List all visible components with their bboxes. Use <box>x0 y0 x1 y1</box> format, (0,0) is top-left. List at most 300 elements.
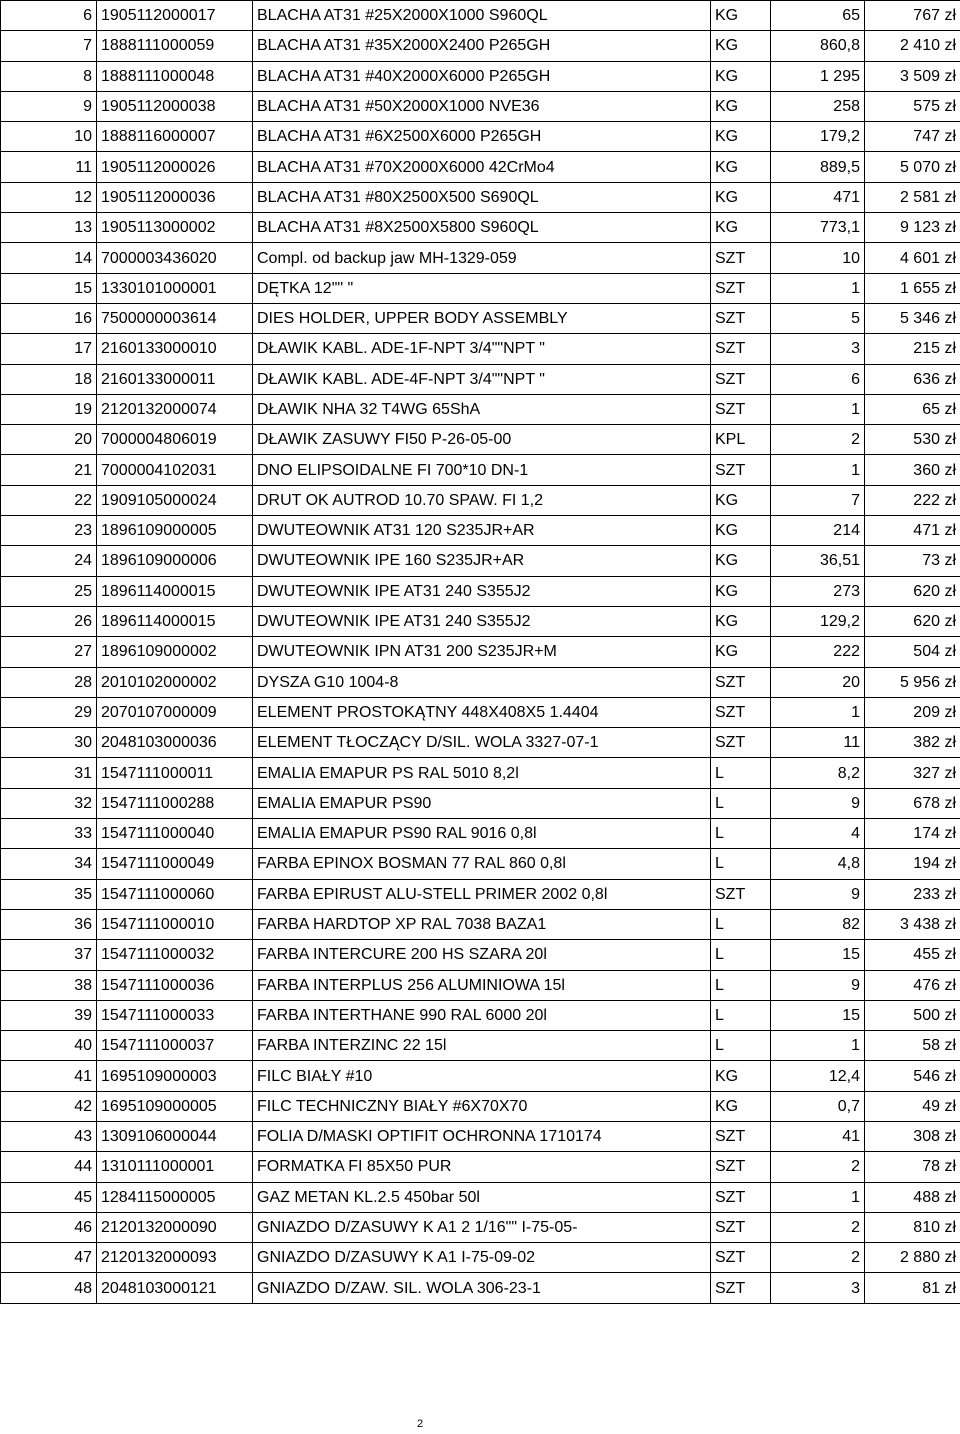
row-number-cell: 39 <box>1 1000 97 1030</box>
unit-of-measure-cell: SZT <box>711 728 771 758</box>
unit-of-measure-cell: KG <box>711 1061 771 1091</box>
value-cell: 215 zł <box>865 334 960 364</box>
item-code-cell: 1896114000015 <box>97 606 253 636</box>
item-code-cell: 7000004806019 <box>97 425 253 455</box>
item-name-cell: DŁAWIK NHA 32 T4WG 65ShA <box>253 394 711 424</box>
row-number-cell: 46 <box>1 1212 97 1242</box>
item-code-cell: 1547111000033 <box>97 1000 253 1030</box>
quantity-cell: 889,5 <box>771 152 865 182</box>
item-name-cell: GNIAZDO D/ZASUWY K A1 2 1/16"" I-75-05- <box>253 1212 711 1242</box>
item-name-cell: FILC BIAŁY #10 <box>253 1061 711 1091</box>
table-row <box>1 213 960 243</box>
row-number-cell: 16 <box>1 303 97 333</box>
value-cell: 767 zł <box>865 1 960 31</box>
table-row <box>1 1000 960 1030</box>
row-number-cell: 28 <box>1 667 97 697</box>
table-row <box>1 606 960 636</box>
unit-of-measure-cell: KG <box>711 213 771 243</box>
item-name-cell: FORMATKA FI 85X50 PUR <box>253 1152 711 1182</box>
quantity-cell: 12,4 <box>771 1061 865 1091</box>
value-cell: 3 509 zł <box>865 61 960 91</box>
table-row <box>1 637 960 667</box>
quantity-cell: 82 <box>771 909 865 939</box>
quantity-cell: 15 <box>771 1000 865 1030</box>
item-code-cell: 2070107000009 <box>97 697 253 727</box>
item-code-cell: 2160133000011 <box>97 364 253 394</box>
item-name-cell: FARBA HARDTOP XP RAL 7038 BAZA1 <box>253 909 711 939</box>
item-name-cell: EMALIA EMAPUR PS90 <box>253 788 711 818</box>
quantity-cell: 9 <box>771 788 865 818</box>
quantity-cell: 3 <box>771 1273 865 1303</box>
item-name-cell: DNO ELIPSOIDALNE FI 700*10 DN-1 <box>253 455 711 485</box>
row-number-cell: 30 <box>1 728 97 758</box>
quantity-cell: 860,8 <box>771 31 865 61</box>
quantity-cell: 36,51 <box>771 546 865 576</box>
table-row <box>1 909 960 939</box>
row-number-cell: 14 <box>1 243 97 273</box>
quantity-cell: 1 <box>771 273 865 303</box>
item-code-cell: 1547111000049 <box>97 849 253 879</box>
table-row <box>1 31 960 61</box>
quantity-cell: 10 <box>771 243 865 273</box>
unit-of-measure-cell: L <box>711 1031 771 1061</box>
unit-of-measure-cell: KG <box>711 576 771 606</box>
value-cell: 620 zł <box>865 576 960 606</box>
item-code-cell: 1909105000024 <box>97 485 253 515</box>
value-cell: 5 070 zł <box>865 152 960 182</box>
unit-of-measure-cell: SZT <box>711 1182 771 1212</box>
table-row <box>1 1152 960 1182</box>
item-code-cell: 7000004102031 <box>97 455 253 485</box>
item-name-cell: DWUTEOWNIK IPE AT31 240 S355J2 <box>253 606 711 636</box>
table-row <box>1 394 960 424</box>
unit-of-measure-cell: SZT <box>711 394 771 424</box>
value-cell: 678 zł <box>865 788 960 818</box>
unit-of-measure-cell: KG <box>711 606 771 636</box>
unit-of-measure-cell: SZT <box>711 1212 771 1242</box>
value-cell: 530 zł <box>865 425 960 455</box>
unit-of-measure-cell: L <box>711 758 771 788</box>
value-cell: 327 zł <box>865 758 960 788</box>
value-cell: 1 655 zł <box>865 273 960 303</box>
row-number-cell: 25 <box>1 576 97 606</box>
unit-of-measure-cell: SZT <box>711 667 771 697</box>
item-name-cell: BLACHA AT31 #8X2500X5800 S960QL <box>253 213 711 243</box>
unit-of-measure-cell: KG <box>711 91 771 121</box>
item-name-cell: EMALIA EMAPUR PS RAL 5010 8,2l <box>253 758 711 788</box>
unit-of-measure-cell: KG <box>711 1091 771 1121</box>
unit-of-measure-cell: SZT <box>711 879 771 909</box>
value-cell: 5 346 zł <box>865 303 960 333</box>
table-row <box>1 182 960 212</box>
value-cell: 810 zł <box>865 1212 960 1242</box>
unit-of-measure-cell: KG <box>711 516 771 546</box>
item-code-cell: 1888116000007 <box>97 122 253 152</box>
inventory-table-body <box>1 1 960 1304</box>
item-code-cell: 1896109000002 <box>97 637 253 667</box>
row-number-cell: 13 <box>1 213 97 243</box>
row-number-cell: 32 <box>1 788 97 818</box>
value-cell: 194 zł <box>865 849 960 879</box>
table-row <box>1 1182 960 1212</box>
unit-of-measure-cell: KG <box>711 485 771 515</box>
row-number-cell: 12 <box>1 182 97 212</box>
value-cell: 2 581 zł <box>865 182 960 212</box>
row-number-cell: 33 <box>1 819 97 849</box>
quantity-cell: 1 <box>771 455 865 485</box>
value-cell: 174 zł <box>865 819 960 849</box>
unit-of-measure-cell: L <box>711 940 771 970</box>
unit-of-measure-cell: L <box>711 788 771 818</box>
table-row <box>1 819 960 849</box>
quantity-cell: 1 <box>771 394 865 424</box>
item-code-cell: 1310111000001 <box>97 1152 253 1182</box>
row-number-cell: 34 <box>1 849 97 879</box>
item-code-cell: 1547111000060 <box>97 879 253 909</box>
row-number-cell: 11 <box>1 152 97 182</box>
unit-of-measure-cell: SZT <box>711 1121 771 1151</box>
value-cell: 546 zł <box>865 1061 960 1091</box>
table-row <box>1 1 960 31</box>
item-name-cell: FARBA INTERZINC 22 15l <box>253 1031 711 1061</box>
item-code-cell: 7500000003614 <box>97 303 253 333</box>
value-cell: 382 zł <box>865 728 960 758</box>
item-name-cell: FARBA INTERCURE 200 HS SZARA 20l <box>253 940 711 970</box>
quantity-cell: 222 <box>771 637 865 667</box>
unit-of-measure-cell: KG <box>711 546 771 576</box>
table-row <box>1 697 960 727</box>
row-number-cell: 20 <box>1 425 97 455</box>
item-name-cell: DĘTKA 12"" " <box>253 273 711 303</box>
row-number-cell: 7 <box>1 31 97 61</box>
unit-of-measure-cell: KG <box>711 1 771 31</box>
row-number-cell: 40 <box>1 1031 97 1061</box>
value-cell: 49 zł <box>865 1091 960 1121</box>
table-row <box>1 243 960 273</box>
value-cell: 488 zł <box>865 1182 960 1212</box>
row-number-cell: 36 <box>1 909 97 939</box>
quantity-cell: 471 <box>771 182 865 212</box>
item-name-cell: ELEMENT TŁOCZĄCY D/SIL. WOLA 3327-07-1 <box>253 728 711 758</box>
quantity-cell: 15 <box>771 940 865 970</box>
quantity-cell: 6 <box>771 364 865 394</box>
quantity-cell: 9 <box>771 879 865 909</box>
quantity-cell: 3 <box>771 334 865 364</box>
unit-of-measure-cell: SZT <box>711 455 771 485</box>
unit-of-measure-cell: SZT <box>711 364 771 394</box>
table-row <box>1 1061 960 1091</box>
unit-of-measure-cell: SZT <box>711 303 771 333</box>
row-number-cell: 17 <box>1 334 97 364</box>
value-cell: 504 zł <box>865 637 960 667</box>
table-row <box>1 1031 960 1061</box>
table-row <box>1 667 960 697</box>
item-code-cell: 1695109000003 <box>97 1061 253 1091</box>
quantity-cell: 1 <box>771 697 865 727</box>
quantity-cell: 4 <box>771 819 865 849</box>
value-cell: 636 zł <box>865 364 960 394</box>
item-code-cell: 2120132000093 <box>97 1243 253 1273</box>
row-number-cell: 44 <box>1 1152 97 1182</box>
item-code-cell: 7000003436020 <box>97 243 253 273</box>
row-number-cell: 23 <box>1 516 97 546</box>
item-name-cell: FARBA INTERPLUS 256 ALUMINIOWA 15l <box>253 970 711 1000</box>
item-name-cell: ELEMENT PROSTOKĄTNY 448X408X5 1.4404 <box>253 697 711 727</box>
table-row <box>1 879 960 909</box>
quantity-cell: 179,2 <box>771 122 865 152</box>
item-code-cell: 1547111000036 <box>97 970 253 1000</box>
item-name-cell: EMALIA EMAPUR PS90 RAL 9016 0,8l <box>253 819 711 849</box>
item-name-cell: DRUT OK AUTROD 10.70 SPAW. FI 1,2 <box>253 485 711 515</box>
item-code-cell: 1330101000001 <box>97 273 253 303</box>
table-row <box>1 273 960 303</box>
value-cell: 500 zł <box>865 1000 960 1030</box>
row-number-cell: 22 <box>1 485 97 515</box>
quantity-cell: 1 295 <box>771 61 865 91</box>
item-code-cell: 1905112000017 <box>97 1 253 31</box>
table-row <box>1 1121 960 1151</box>
table-row <box>1 303 960 333</box>
table-row <box>1 970 960 1000</box>
unit-of-measure-cell: L <box>711 1000 771 1030</box>
row-number-cell: 6 <box>1 1 97 31</box>
table-row <box>1 425 960 455</box>
value-cell: 476 zł <box>865 970 960 1000</box>
value-cell: 58 zł <box>865 1031 960 1061</box>
item-code-cell: 1896114000015 <box>97 576 253 606</box>
unit-of-measure-cell: KG <box>711 31 771 61</box>
value-cell: 360 zł <box>865 455 960 485</box>
table-row <box>1 788 960 818</box>
item-name-cell: BLACHA AT31 #80X2500X500 S690QL <box>253 182 711 212</box>
table-row <box>1 455 960 485</box>
value-cell: 73 zł <box>865 546 960 576</box>
item-code-cell: 1905113000002 <box>97 213 253 243</box>
unit-of-measure-cell: SZT <box>711 334 771 364</box>
item-code-cell: 1309106000044 <box>97 1121 253 1151</box>
table-row <box>1 334 960 364</box>
item-code-cell: 1896109000005 <box>97 516 253 546</box>
table-row <box>1 940 960 970</box>
item-name-cell: BLACHA AT31 #35X2000X2400 P265GH <box>253 31 711 61</box>
row-number-cell: 41 <box>1 1061 97 1091</box>
quantity-cell: 0,7 <box>771 1091 865 1121</box>
table-row <box>1 485 960 515</box>
item-name-cell: FOLIA D/MASKI OPTIFIT OCHRONNA 1710174 <box>253 1121 711 1151</box>
table-row <box>1 1243 960 1273</box>
row-number-cell: 43 <box>1 1121 97 1151</box>
item-name-cell: DWUTEOWNIK AT31 120 S235JR+AR <box>253 516 711 546</box>
table-row <box>1 91 960 121</box>
item-name-cell: DWUTEOWNIK IPE AT31 240 S355J2 <box>253 576 711 606</box>
item-name-cell: DŁAWIK ZASUWY FI50 P-26-05-00 <box>253 425 711 455</box>
unit-of-measure-cell: SZT <box>711 273 771 303</box>
quantity-cell: 20 <box>771 667 865 697</box>
table-row <box>1 1212 960 1242</box>
row-number-cell: 29 <box>1 697 97 727</box>
table-row <box>1 1273 960 1303</box>
item-name-cell: BLACHA AT31 #40X2000X6000 P265GH <box>253 61 711 91</box>
value-cell: 78 zł <box>865 1152 960 1182</box>
row-number-cell: 15 <box>1 273 97 303</box>
item-name-cell: DIES HOLDER, UPPER BODY ASSEMBLY <box>253 303 711 333</box>
item-code-cell: 1547111000288 <box>97 788 253 818</box>
row-number-cell: 31 <box>1 758 97 788</box>
quantity-cell: 273 <box>771 576 865 606</box>
item-code-cell: 2120132000090 <box>97 1212 253 1242</box>
item-name-cell: FARBA INTERTHANE 990 RAL 6000 20l <box>253 1000 711 1030</box>
item-code-cell: 1888111000059 <box>97 31 253 61</box>
quantity-cell: 9 <box>771 970 865 1000</box>
quantity-cell: 11 <box>771 728 865 758</box>
item-name-cell: GNIAZDO D/ZAW. SIL. WOLA 306-23-1 <box>253 1273 711 1303</box>
table-row <box>1 576 960 606</box>
item-code-cell: 1896109000006 <box>97 546 253 576</box>
value-cell: 471 zł <box>865 516 960 546</box>
row-number-cell: 19 <box>1 394 97 424</box>
table-row <box>1 61 960 91</box>
value-cell: 747 zł <box>865 122 960 152</box>
unit-of-measure-cell: KPL <box>711 425 771 455</box>
quantity-cell: 4,8 <box>771 849 865 879</box>
value-cell: 9 123 zł <box>865 213 960 243</box>
item-name-cell: Compl. od backup jaw MH-1329-059 <box>253 243 711 273</box>
unit-of-measure-cell: KG <box>711 182 771 212</box>
item-code-cell: 1547111000037 <box>97 1031 253 1061</box>
value-cell: 2 880 zł <box>865 1243 960 1273</box>
quantity-cell: 5 <box>771 303 865 333</box>
unit-of-measure-cell: KG <box>711 122 771 152</box>
item-code-cell: 2048103000036 <box>97 728 253 758</box>
row-number-cell: 45 <box>1 1182 97 1212</box>
quantity-cell: 2 <box>771 1152 865 1182</box>
table-row <box>1 728 960 758</box>
item-code-cell: 2120132000074 <box>97 394 253 424</box>
row-number-cell: 9 <box>1 91 97 121</box>
item-name-cell: BLACHA AT31 #50X2000X1000 NVE36 <box>253 91 711 121</box>
row-number-cell: 35 <box>1 879 97 909</box>
row-number-cell: 37 <box>1 940 97 970</box>
quantity-cell: 129,2 <box>771 606 865 636</box>
item-name-cell: BLACHA AT31 #70X2000X6000 42CrMo4 <box>253 152 711 182</box>
item-code-cell: 1905112000026 <box>97 152 253 182</box>
unit-of-measure-cell: KG <box>711 61 771 91</box>
value-cell: 222 zł <box>865 485 960 515</box>
item-name-cell: DYSZA G10 1004-8 <box>253 667 711 697</box>
quantity-cell: 2 <box>771 1243 865 1273</box>
row-number-cell: 47 <box>1 1243 97 1273</box>
table-row <box>1 1091 960 1121</box>
value-cell: 81 zł <box>865 1273 960 1303</box>
item-code-cell: 2048103000121 <box>97 1273 253 1303</box>
table-row <box>1 122 960 152</box>
row-number-cell: 26 <box>1 606 97 636</box>
unit-of-measure-cell: SZT <box>711 1273 771 1303</box>
row-number-cell: 48 <box>1 1273 97 1303</box>
row-number-cell: 42 <box>1 1091 97 1121</box>
page-number: 2 <box>416 1418 424 1430</box>
item-name-cell: FARBA EPIRUST ALU-STELL PRIMER 2002 0,8l <box>253 879 711 909</box>
item-code-cell: 1888111000048 <box>97 61 253 91</box>
row-number-cell: 10 <box>1 122 97 152</box>
unit-of-measure-cell: L <box>711 970 771 1000</box>
table-row <box>1 849 960 879</box>
quantity-cell: 8,2 <box>771 758 865 788</box>
unit-of-measure-cell: L <box>711 849 771 879</box>
quantity-cell: 7 <box>771 485 865 515</box>
quantity-cell: 41 <box>771 1121 865 1151</box>
value-cell: 308 zł <box>865 1121 960 1151</box>
value-cell: 455 zł <box>865 940 960 970</box>
value-cell: 65 zł <box>865 394 960 424</box>
table-row <box>1 758 960 788</box>
table-row <box>1 152 960 182</box>
item-name-cell: DŁAWIK KABL. ADE-4F-NPT 3/4""NPT " <box>253 364 711 394</box>
item-code-cell: 1547111000040 <box>97 819 253 849</box>
quantity-cell: 65 <box>771 1 865 31</box>
value-cell: 575 zł <box>865 91 960 121</box>
quantity-cell: 773,1 <box>771 213 865 243</box>
unit-of-measure-cell: SZT <box>711 1243 771 1273</box>
unit-of-measure-cell: SZT <box>711 243 771 273</box>
unit-of-measure-cell: KG <box>711 637 771 667</box>
table-row <box>1 516 960 546</box>
table-row <box>1 364 960 394</box>
value-cell: 4 601 zł <box>865 243 960 273</box>
item-code-cell: 2010102000002 <box>97 667 253 697</box>
unit-of-measure-cell: L <box>711 909 771 939</box>
item-name-cell: GAZ METAN KL.2.5 450bar 50l <box>253 1182 711 1212</box>
item-code-cell: 1695109000005 <box>97 1091 253 1121</box>
item-name-cell: GNIAZDO D/ZASUWY K A1 I-75-09-02 <box>253 1243 711 1273</box>
quantity-cell: 1 <box>771 1031 865 1061</box>
row-number-cell: 24 <box>1 546 97 576</box>
item-name-cell: BLACHA AT31 #6X2500X6000 P265GH <box>253 122 711 152</box>
unit-of-measure-cell: KG <box>711 152 771 182</box>
value-cell: 209 zł <box>865 697 960 727</box>
value-cell: 620 zł <box>865 606 960 636</box>
value-cell: 2 410 zł <box>865 31 960 61</box>
value-cell: 5 956 zł <box>865 667 960 697</box>
row-number-cell: 8 <box>1 61 97 91</box>
item-code-cell: 1547111000011 <box>97 758 253 788</box>
quantity-cell: 2 <box>771 425 865 455</box>
row-number-cell: 21 <box>1 455 97 485</box>
unit-of-measure-cell: SZT <box>711 697 771 727</box>
unit-of-measure-cell: L <box>711 819 771 849</box>
item-code-cell: 1284115000005 <box>97 1182 253 1212</box>
table-row <box>1 546 960 576</box>
row-number-cell: 27 <box>1 637 97 667</box>
value-cell: 233 zł <box>865 879 960 909</box>
value-cell: 3 438 zł <box>865 909 960 939</box>
quantity-cell: 214 <box>771 516 865 546</box>
item-name-cell: FARBA EPINOX BOSMAN 77 RAL 860 0,8l <box>253 849 711 879</box>
item-name-cell: DŁAWIK KABL. ADE-1F-NPT 3/4""NPT " <box>253 334 711 364</box>
row-number-cell: 38 <box>1 970 97 1000</box>
row-number-cell: 18 <box>1 364 97 394</box>
item-code-cell: 1547111000010 <box>97 909 253 939</box>
quantity-cell: 1 <box>771 1182 865 1212</box>
item-name-cell: DWUTEOWNIK IPN AT31 200 S235JR+M <box>253 637 711 667</box>
item-code-cell: 1905112000036 <box>97 182 253 212</box>
item-name-cell: BLACHA AT31 #25X2000X1000 S960QL <box>253 1 711 31</box>
item-code-cell: 2160133000010 <box>97 334 253 364</box>
item-name-cell: FILC TECHNICZNY BIAŁY #6X70X70 <box>253 1091 711 1121</box>
unit-of-measure-cell: SZT <box>711 1152 771 1182</box>
quantity-cell: 258 <box>771 91 865 121</box>
quantity-cell: 2 <box>771 1212 865 1242</box>
